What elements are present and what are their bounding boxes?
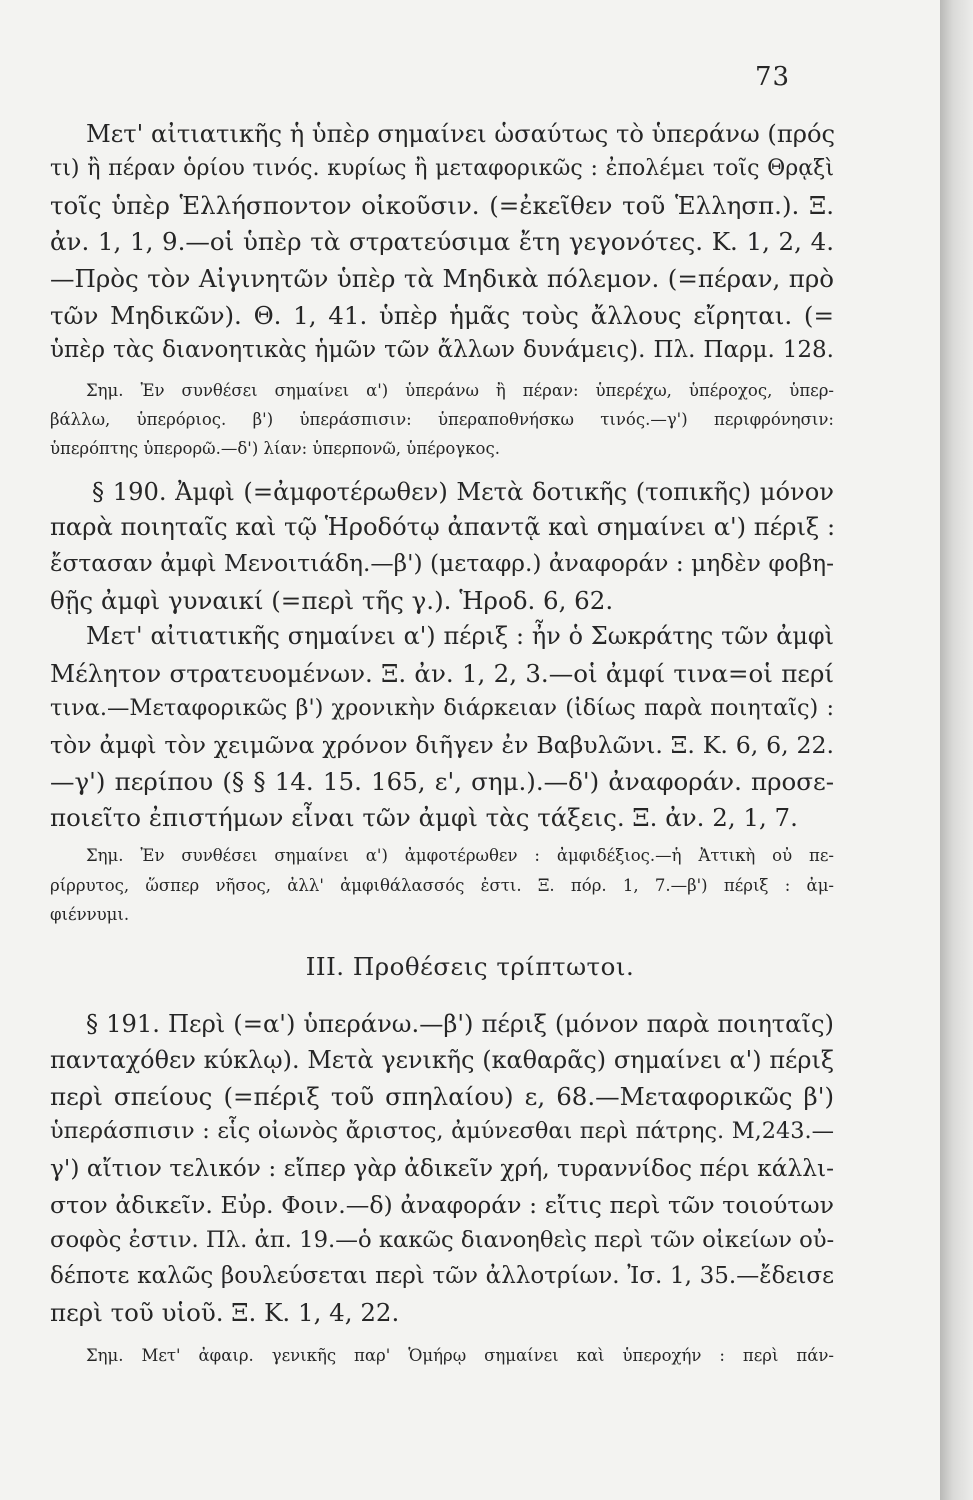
section-190-line: § 190. Ἀμφὶ (=ἀμφοτέρωθεν) Μετὰ δοτικῆς (τοπικῆς) μόνον xyxy=(92,478,834,506)
text-line: παρὰ ποιηταῖς καὶ τῷ Ἡροδότῳ ἀπαντᾷ καὶ σημαίνει α') πέριξ : xyxy=(50,513,836,541)
page-edge-shadow xyxy=(940,0,973,1500)
text-line: τι) ἢ πέραν ὁρίου τινός. κυρίως ἢ μεταφορικῶς : ἐπολέμει τοῖς Θρᾳξὶ xyxy=(50,155,834,181)
footnote-line: Σημ. Ἐν συνθέσει σημαίνει α') ἀμφοτέρωθεν : ἀμφιδέξιος.—ἡ Ἀττικὴ οὐ πε- xyxy=(86,846,834,865)
text-line: δέποτε καλῶς βουλεύσεται περὶ τῶν ἀλλοτρίων. Ἰσ. 1, 35.—ἔδεισε xyxy=(50,1263,834,1289)
footnote-line: ρίρρυτος, ὥσπερ νῆσος, ἀλλ' ἀμφιθάλασσός ἐστι. Ξ. πόρ. 1, 7.—β') πέριξ : ἀμ- xyxy=(50,876,834,895)
section-191-line: § 191. Περὶ (=α') ὑπεράνω.—β') πέριξ (μόνον παρὰ ποιηταῖς) xyxy=(86,1010,834,1038)
text-line: ποιεῖτο ἐπιστήμων εἶναι τῶν ἀμφὶ τὰς τάξεις. Ξ. ἀν. 2, 1, 7. xyxy=(50,803,798,832)
text-line: σοφὸς ἐστιν. Πλ. ἀπ. 19.—ὁ κακῶς διανοηθεὶς περὶ τῶν οἰκείων οὐ- xyxy=(50,1227,835,1253)
footnote-line: Σημ. Μετ' ἀφαιρ. γενικῆς παρ' Ὁμήρῳ σημαίνει καὶ ὑπεροχήν : περὶ πάν- xyxy=(86,1346,834,1365)
text-line: ἔστασαν ἀμφὶ Μενοιτιάδη.—β') (μεταφρ.) ἀναφοράν : μηδὲν φοβη- xyxy=(50,550,834,577)
text-line: ὑπὲρ τὰς διανοητικὰς ἡμῶν τῶν ἄλλων δυνάμεις). Πλ. Παρμ. 128. xyxy=(50,337,834,363)
page-number: 73 xyxy=(755,62,791,92)
text-line: τὸν ἀμφὶ τὸν χειμῶνα χρόνον διῆγεν ἐν Βαβυλῶνι. Ξ. Κ. 6, 6, 22. xyxy=(50,731,834,759)
footnote-line: φιέννυμι. xyxy=(50,905,130,924)
text-line: τινα.—Μεταφορικῶς β') χρονικὴν διάρκειαν (ἰδίως παρὰ ποιηταῖς) : xyxy=(50,695,834,721)
text-line: πανταχόθεν κύκλῳ). Μετὰ γενικῆς (καθαρᾶς) σημαίνει α') πέριξ xyxy=(50,1046,834,1074)
text-line: Μετ' αἰτιατικῆς ἡ ὑπὲρ σημαίνει ὡσαύτως τὸ ὑπεράνω (πρός xyxy=(86,120,836,148)
text-line: τοῖς ὑπὲρ Ἑλλήσποντον οἰκοῦσιν. (=ἐκεῖθεν τοῦ Ἑλλησπ.). Ξ. xyxy=(50,191,834,220)
text-line: στον ἀδικεῖν. Εὐρ. Φοιν.—δ) ἀναφοράν : εἴτις περὶ τῶν τοιούτων xyxy=(50,1191,834,1219)
footnote-line: βάλλω, ὑπερόριος. β') ὑπεράσπισιν: ὑπεραποθνήσκω τινός.—γ') περιφρόνησιν: xyxy=(50,410,834,429)
text-line: γ') αἴτιον τελικόν : εἴπερ γὰρ ἀδικεῖν χρή, τυραννίδος πέρι κάλλι- xyxy=(50,1155,834,1182)
text-line: Μετ' αἰτιατικῆς σημαίνει α') πέριξ : ἦν ὁ Σωκράτης τῶν ἀμφὶ xyxy=(86,622,834,650)
footnote-line: ὑπερόπτης ὑπερορῶ.—δ') λίαν: ὑπερπονῶ, ὑπέρογκος. xyxy=(50,439,500,458)
text-line: Μέλητον στρατευομένων. Ξ. ἀν. 1, 2, 3.—οἱ ἀμφί τινα=οἱ περί xyxy=(50,659,834,688)
text-line: περὶ τοῦ υἱοῦ. Ξ. Κ. 1, 4, 22. xyxy=(50,1298,400,1327)
text-line: θῇς ἀμφὶ γυναικί (=περὶ τῆς γ.). Ἡροδ. 6, 62. xyxy=(50,586,614,615)
text-line: περὶ σπείους (=πέριξ τοῦ σπηλαίου) ε, 68.—Μεταφορικῶς β') xyxy=(50,1082,834,1111)
text-line: —γ') περίπου (§ § 14. 15. 165, ε', σημ.).—δ') ἀναφοράν. προσε- xyxy=(50,767,834,796)
text-line: ὑπεράσπισιν : εἷς οἰωνὸς ἄριστος, ἀμύνεσθαι περὶ πάτρης. Μ,243.— xyxy=(50,1118,834,1144)
text-line: τῶν Μηδικῶν). Θ. 1, 41. ὑπὲρ ἡμᾶς τοὺς ἄλλους εἴρηται. (= xyxy=(50,301,834,330)
footnote-line: Σημ. Ἐν συνθέσει σημαίνει α') ὑπεράνω ἢ πέραν: ὑπερέχω, ὑπέροχος, ὑπερ- xyxy=(86,381,834,400)
section-heading: III. Προθέσεις τρίπτωτοι. xyxy=(305,952,635,981)
text-line: ἀν. 1, 1, 9.—οἱ ὑπὲρ τὰ στρατεύσιμα ἔτη γεγονότες. Κ. 1, 2, 4. xyxy=(50,227,834,256)
text-line: —Πρὸς τὸν Αἰγινητῶν ὑπὲρ τὰ Μηδικὰ πόλεμον. (=πέραν, πρὸ xyxy=(50,264,834,293)
